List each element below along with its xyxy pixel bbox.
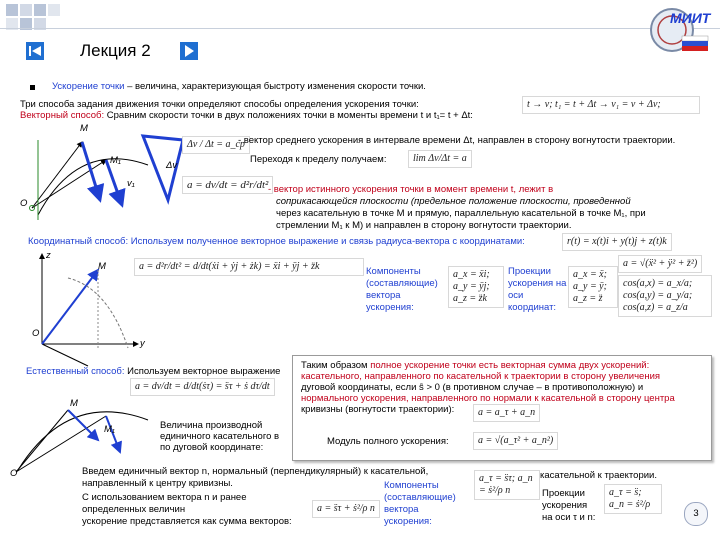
summary-popup	[292, 355, 712, 461]
derivative-line1: Величина производной	[160, 420, 263, 431]
label-v1: v₁	[127, 178, 135, 189]
formula-average-acceleration: Δv / Δt = a_ср	[182, 136, 250, 154]
nav-next-button[interactable]	[180, 42, 198, 60]
popup-line1-start: Таким образом	[301, 360, 371, 371]
instant-acceleration-line4: стремлении M₁ к M) и направлен в сторону вогнутости траектории.	[276, 220, 572, 231]
coord-label-y: y	[140, 338, 145, 349]
top-divider	[0, 28, 720, 29]
definition-rest: – величина, характеризующая быстроту изменения скорости точки.	[124, 81, 426, 92]
coord-label-O: O	[32, 328, 40, 339]
vector-method-text: Сравним скорости точки в двух положениях точки в моменты времени t и t₁= t + Δt:	[104, 110, 473, 121]
unit-normal-line5: ускорение представляется как сумма векторов:	[82, 516, 292, 527]
label-M: M	[80, 123, 88, 134]
popup-line5: кривизны (вогнутости траектории):	[301, 404, 455, 415]
formula-natural-sum: a = s̈τ + ṡ²/ρ n	[312, 500, 380, 518]
natural-method-line	[26, 366, 280, 377]
natural-components-label: Компоненты (составляющие) вектора ускорения:	[384, 480, 456, 527]
projections-label: Проекции ускорения на оси координат:	[508, 266, 567, 313]
formula-instant-acceleration: a = dv/dt = d²r/dt²	[182, 176, 273, 194]
formula-natural: a = dv/dt = d/dt(ṡτ) = s̈τ + ṡ dτ/dt	[130, 378, 275, 396]
deco-square	[20, 4, 32, 16]
page-number: 3	[693, 508, 699, 519]
instant-acceleration-line2: соприкасающейся плоскости (предельное положение плоскости, проведенной	[276, 196, 631, 207]
formula-projections: a_x = ẍ; a_y = ÿ; a_z = z̈	[568, 266, 618, 308]
coord-label-M: M	[98, 261, 106, 272]
popup-line1	[301, 360, 649, 371]
deco-square	[6, 4, 18, 16]
three-methods-line: Три способа задания движения точки определяют способы определения ускорения точки:	[20, 99, 419, 110]
limit-text: Переходя к пределу получаем:	[250, 154, 387, 165]
acceleration-definition	[52, 81, 426, 92]
formula-coordinate-acceleration: a = d²r/dt² = d/dt(ẋi + ẏj + żk) = ẍi + ÿj + z̈k	[134, 258, 364, 276]
formula-natural-projections: a_τ = s̈; a_n = ṡ²/ρ	[604, 484, 662, 514]
natural-projections-label: Проекции ускорения на оси τ и n:	[542, 488, 596, 523]
nat-label-M1: M₁	[104, 424, 115, 435]
unit-normal-line4: определенных величин	[82, 504, 186, 515]
coordinate-axes-diagram	[28, 248, 148, 368]
natural-method-text: Используем векторное выражение	[124, 366, 281, 377]
tangent-tail-text: касательной к траектории.	[540, 470, 657, 481]
instant-acceleration-line1: - вектор истинного ускорения точки в момент времени t, лежит в	[268, 184, 554, 195]
unit-normal-line2: направленный к центру кривизны.	[82, 478, 233, 489]
formula-direction-cosines: cos(a,x) = a_x/a; cos(a,y) = a_y/a; cos(a,z) = a_z/a	[618, 275, 712, 317]
deco-square	[34, 4, 46, 16]
instant-acceleration-line3: через касательную в точке M и прямую, параллельную касательной в точке M₁, при	[276, 208, 646, 219]
page-number-badge	[684, 502, 708, 526]
coordinate-method-text: Используем полученное векторное выражение и связь радиуса-вектора с координатами:	[128, 236, 525, 247]
popup-line1-highlight: полное ускорение точки есть векторная сумма двух ускорений:	[370, 360, 650, 371]
formula-modulus-natural: a = √(a_τ² + a_n²)	[473, 432, 558, 450]
formula-acceleration-sum: a = a_τ + a_n	[473, 404, 540, 422]
natural-method-diagram	[8, 380, 158, 480]
skip-back-icon	[26, 42, 44, 60]
term-acceleration: Ускорение точки	[52, 81, 125, 92]
label-dv: Δv	[166, 160, 178, 171]
coordinate-method-line	[28, 236, 525, 247]
decorative-squares	[0, 0, 110, 30]
formula-components: a_x = ẍi; a_y = ÿj; a_z = z̈k	[448, 266, 504, 308]
formula-velocity-change: t → v; t₁ = t + Δt → v₁ = v + Δv;	[522, 96, 700, 114]
formula-radius-vector: r(t) = x(t)i + y(t)j + z(t)k	[562, 233, 672, 251]
square-bullet-icon	[30, 85, 35, 90]
derivative-line3: по дуговой координате:	[160, 442, 264, 453]
formula-limit: lim Δv/Δt = a	[408, 150, 472, 168]
nav-first-button[interactable]	[26, 42, 44, 60]
deco-square	[48, 4, 60, 16]
popup-line4: нормального ускорения, направленного по нормали к касательной в сторону центра	[301, 393, 675, 404]
university-logo	[646, 6, 712, 54]
vector-method-label: Векторный способ:	[20, 110, 105, 121]
label-M1: M₁	[110, 155, 121, 166]
nat-label-M: M	[70, 398, 78, 409]
formula-natural-components: a_τ = s̈τ; a_n = ṡ²/ρ n	[474, 470, 540, 500]
derivative-line2: единичного касательного в	[160, 431, 280, 442]
popup-line3: дуговой координаты, если ṡ̈ > 0 (в противном случае – в противоположную) и	[301, 382, 644, 393]
popup-modulus-label: Модуль полного ускорения:	[327, 436, 449, 447]
nat-label-O: O	[10, 468, 18, 479]
label-O: O	[20, 198, 28, 209]
coord-label-z: z	[46, 250, 51, 261]
unit-normal-line1: Введем единичный вектор n, нормальный (перпендикулярный) к касательной,	[82, 466, 429, 477]
formula-modulus: a = √(ẍ² + ÿ² + z̈²)	[618, 255, 702, 273]
lecture-title: Лекция 2	[80, 41, 151, 60]
average-acceleration-text: - вектор среднего ускорения в интервале времени Δt, направлен в сторону вогнутости траектории.	[238, 135, 676, 146]
unit-normal-line3: С использованием вектора n и ранее	[82, 492, 247, 503]
play-forward-icon	[180, 42, 198, 60]
popup-line2: касательного, направленного по касательной к траектории в сторону увеличения	[301, 371, 661, 382]
components-label: Компоненты (составляющие) вектора ускорения:	[366, 266, 438, 313]
coordinate-method-label: Координатный способ:	[28, 236, 129, 247]
natural-method-label: Естественный способ:	[26, 366, 125, 377]
logo-text: МИИТ	[670, 10, 711, 26]
